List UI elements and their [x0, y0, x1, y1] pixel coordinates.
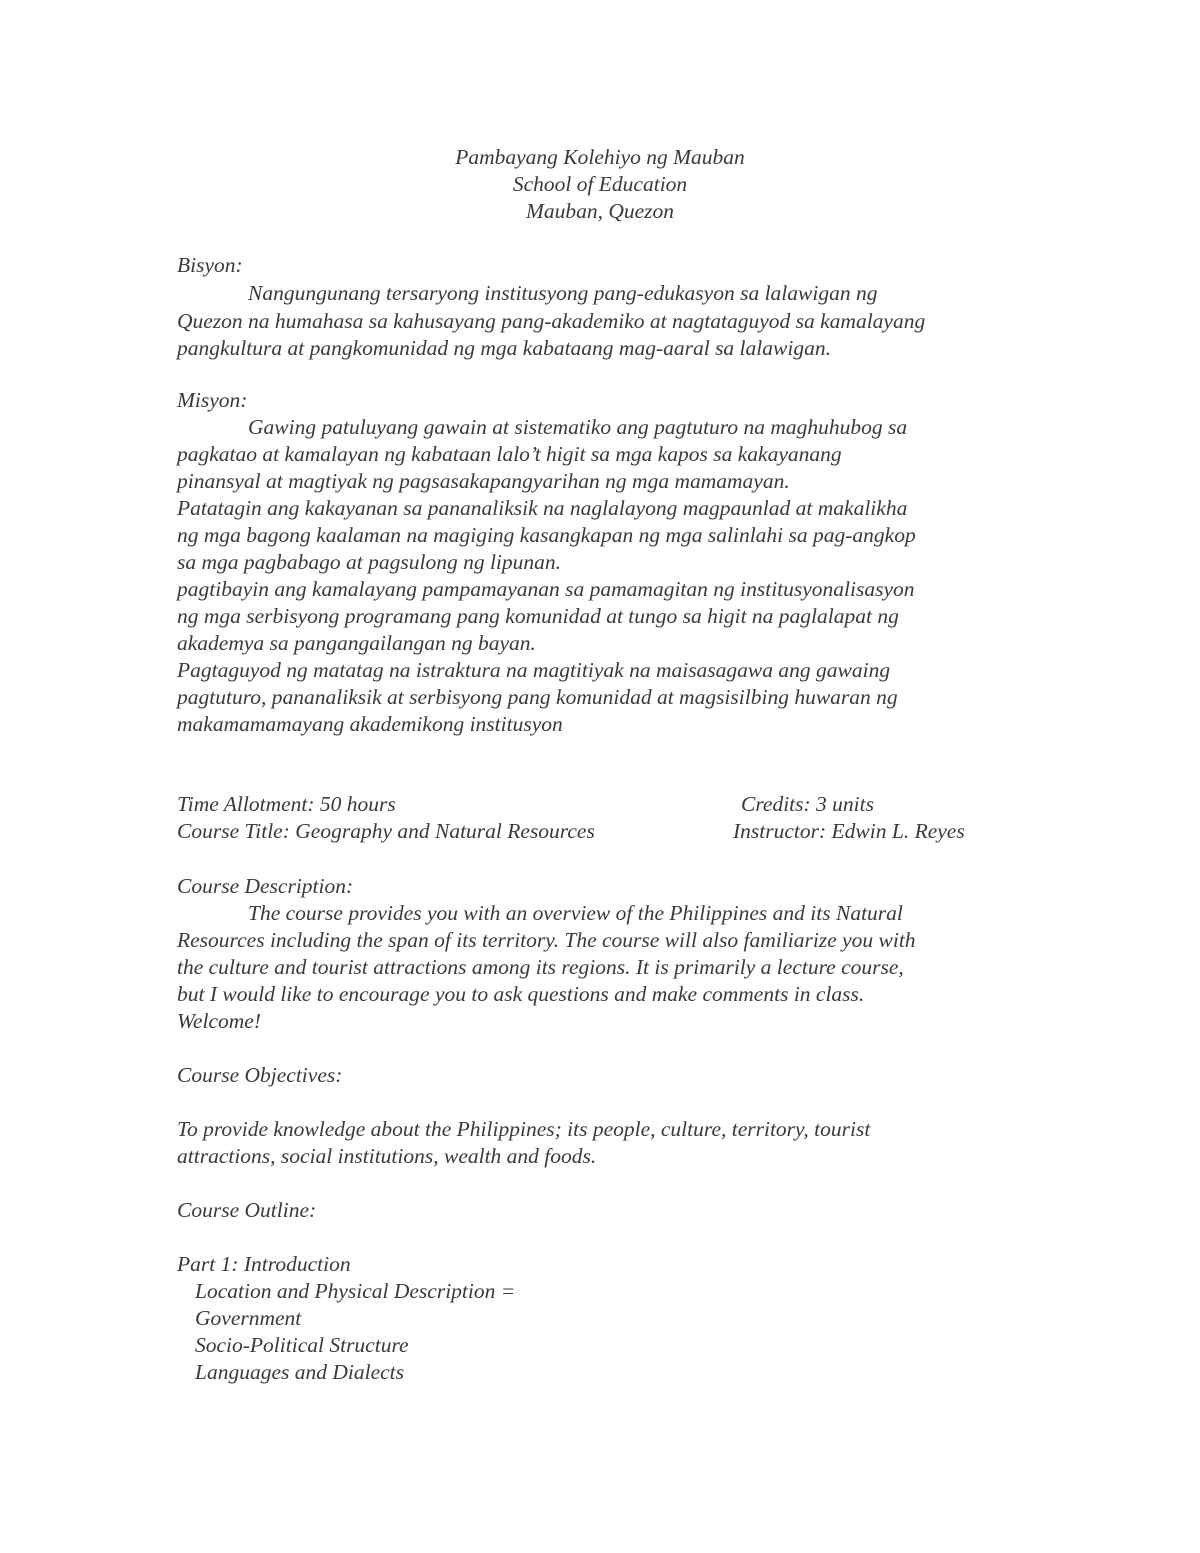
bisyon-line: Quezon na humahasa sa kahusayang pang-akademiko at nagtataguyod sa kamalayang [177, 309, 926, 333]
misyon-line: makamamamayang akademikong institusyon [177, 712, 563, 736]
misyon-line: Patatagin ang kakayanan sa pananaliksik na naglalayong magpaunlad at makalikha [177, 496, 908, 520]
bisyon-line: Nangungunang tersaryong institusyong pang-edukasyon sa lalawigan ng [248, 281, 878, 305]
misyon-line: Pagtaguyod ng matatag na istraktura na magtitiyak na maisasagawa ang gawaing [177, 658, 891, 682]
school-name: Pambayang Kolehiyo ng Mauban [455, 145, 745, 169]
time-allotment: Time Allotment: 50 hours [177, 792, 396, 816]
misyon-line: pinansyal at magtiyak ng pagsasakapangyarihan ng mga mamamayan. [177, 469, 790, 493]
misyon-line: pagtibayin ang kamalayang pampamayanan sa pamamagitan ng institusyonalisasyon [177, 577, 915, 601]
course-description-heading: Course Description: [177, 874, 354, 898]
school-location: Mauban, Quezon [525, 199, 675, 223]
misyon-line: ng mga bagong kaalaman na magiging kasangkapan ng mga salinlahi sa pag-angkop [177, 523, 916, 547]
school-department: School of Education [512, 172, 688, 196]
course-objectives-line: attractions, social institutions, wealth and foods. [177, 1144, 597, 1168]
outline-part-1: Part 1: Introduction [177, 1252, 351, 1276]
outline-item: Socio-Political Structure [195, 1333, 409, 1357]
misyon-line: akademya sa pangangailangan ng bayan. [177, 631, 536, 655]
misyon-line: pagkatao at kamalayan ng kabataan lalo’t higit sa mga kapos sa kakayanang [177, 442, 842, 466]
bisyon-line: pangkultura at pangkomunidad ng mga kabataang mag-aaral sa lalawigan. [177, 336, 831, 360]
outline-item: Government [195, 1306, 302, 1330]
outline-item: Languages and Dialects [195, 1360, 405, 1384]
course-description-line: but I would like to encourage you to ask questions and make comments in class. [177, 982, 865, 1006]
course-description-line: Welcome! [177, 1009, 261, 1033]
outline-item: Location and Physical Description = [195, 1279, 516, 1303]
misyon-line: sa mga pagbabago at pagsulong ng lipunan. [177, 550, 562, 574]
bisyon-heading: Bisyon: [177, 253, 243, 277]
course-description-line: Resources including the span of its territory. The course will also familiarize you with [177, 928, 916, 952]
misyon-line: ng mga serbisyong programang pang komunidad at tungo sa higit na paglalapat ng [177, 604, 899, 628]
misyon-heading: Misyon: [177, 388, 248, 412]
misyon-line: pagtuturo, pananaliksik at serbisyong pang komunidad at magsisilbing huwaran ng [177, 685, 898, 709]
course-outline-heading: Course Outline: [177, 1198, 317, 1222]
instructor: Instructor: Edwin L. Reyes [733, 819, 965, 843]
course-description-line: the culture and tourist attractions among its regions. It is primarily a lecture course, [177, 955, 904, 979]
course-objectives-line: To provide knowledge about the Philippines; its people, culture, territory, tourist [177, 1117, 871, 1141]
course-objectives-heading: Course Objectives: [177, 1063, 343, 1087]
misyon-line: Gawing patuluyang gawain at sistematiko ang pagtuturo na maghuhubog sa [248, 415, 908, 439]
course-description-line: The course provides you with an overview of the Philippines and its Natural [248, 901, 903, 925]
course-title: Course Title: Geography and Natural Resources [177, 819, 595, 843]
credits: Credits: 3 units [741, 792, 874, 816]
